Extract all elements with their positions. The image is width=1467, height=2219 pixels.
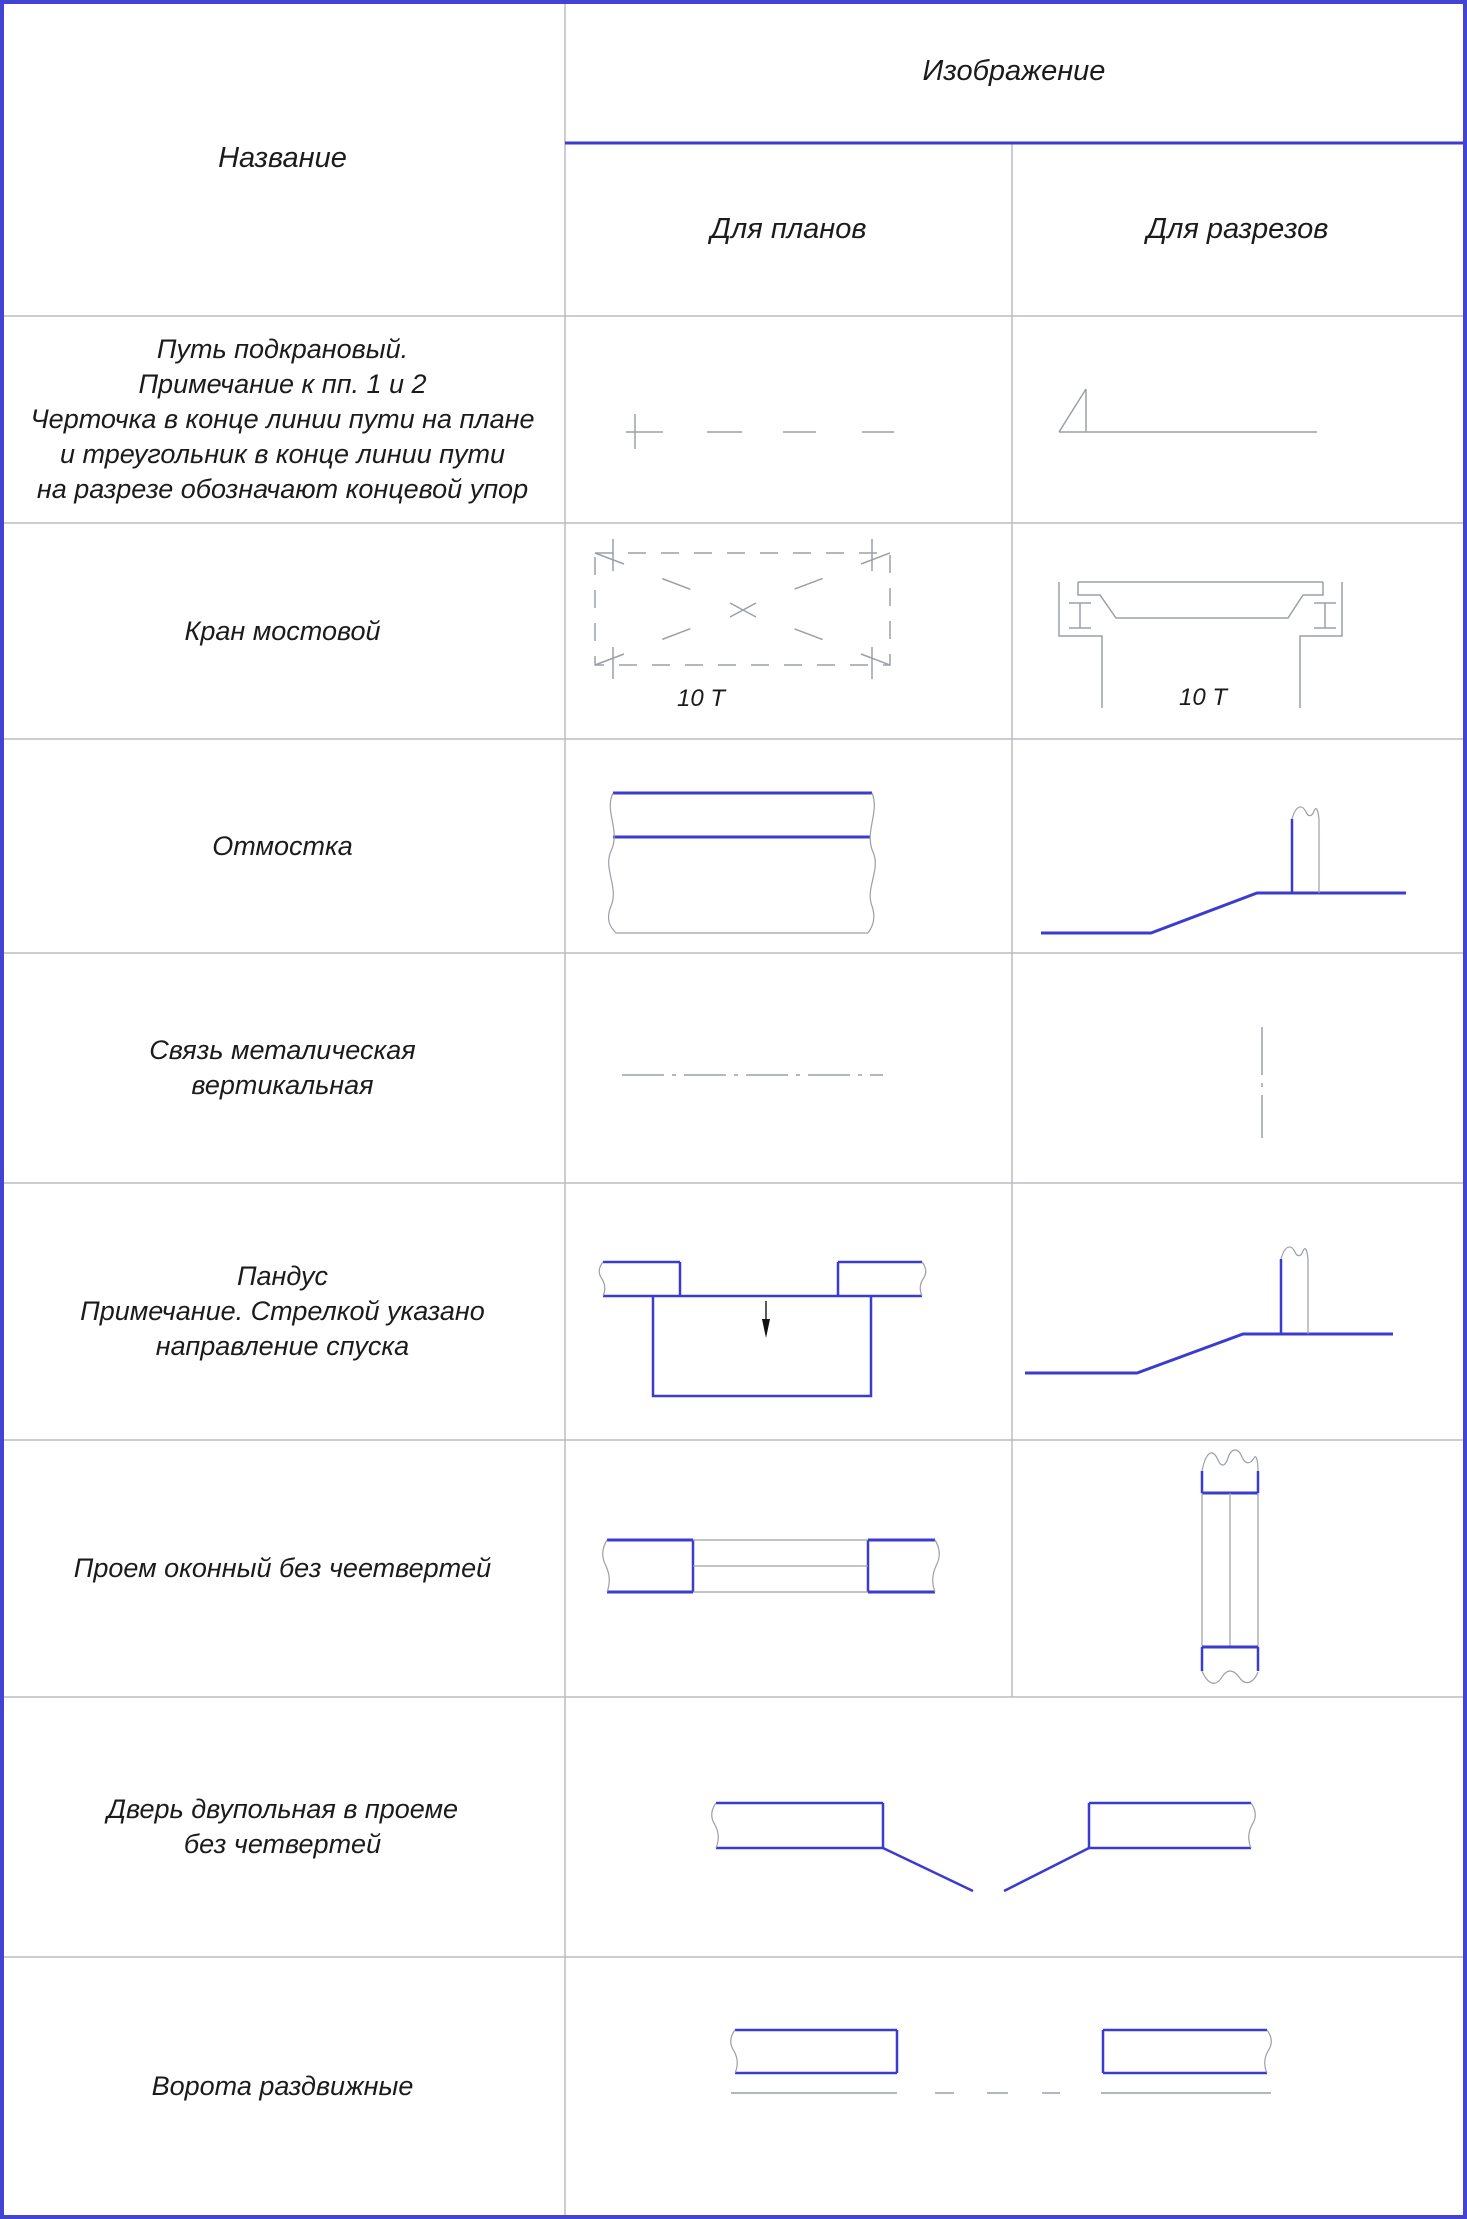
row-name-ramp xyxy=(0,1183,565,1440)
header-image-column xyxy=(565,0,1463,143)
crane-rail-section-drawing xyxy=(1059,389,1317,432)
name-line: и треугольник в конце линии пути xyxy=(60,439,505,469)
row-name-bridge-crane xyxy=(0,523,565,739)
name-line: вертикальная xyxy=(191,1070,374,1100)
row-name-window-opening xyxy=(0,1440,565,1697)
row-name-crane-rail xyxy=(0,316,565,523)
name-line: Кран мостовой xyxy=(184,615,381,646)
name-line: Примечание. Стрелкой указано xyxy=(80,1296,485,1326)
row-name-double-door xyxy=(0,1697,565,1957)
row-name-vertical-tie xyxy=(0,953,565,1183)
name-line: Черточка в конце линии пути на плане xyxy=(30,404,535,434)
header-plan-column xyxy=(565,143,1012,316)
name-line: Связь металическая xyxy=(149,1035,416,1065)
load-value: 10 Т xyxy=(1178,684,1228,711)
header-plan-label: Для планов xyxy=(710,213,867,245)
name-line: без четвертей xyxy=(183,1829,382,1859)
name-line: Примечание к пп. 1 и 2 xyxy=(138,369,427,399)
crane-section-load-label xyxy=(1153,683,1253,713)
header-section-column xyxy=(1012,143,1463,316)
header-name-label: Название xyxy=(218,141,347,174)
sliding-gate-drawing xyxy=(731,2030,1272,2093)
header-name-column xyxy=(0,0,565,316)
ramp-plan-drawing xyxy=(599,1262,926,1396)
name-line: Проем оконный без чеетвертей xyxy=(73,1553,492,1583)
name-line: Ворота раздвижные xyxy=(151,2070,414,2101)
crane-plan-load-label xyxy=(651,684,751,714)
blind-area-plan-drawing xyxy=(609,793,876,933)
window-opening-section-drawing xyxy=(1202,1450,1258,1683)
row-name-sliding-gate xyxy=(0,1957,565,2215)
header-section-label: Для разрезов xyxy=(1146,213,1329,245)
crane-rail-plan-drawing xyxy=(626,414,894,449)
bridge-crane-plan-drawing xyxy=(595,539,890,679)
double-door-drawing xyxy=(712,1803,1256,1891)
load-value: 10 Т xyxy=(676,685,726,712)
name-line: Путь подкрановый. xyxy=(156,334,409,364)
name-line: Дверь двупольная в проеме xyxy=(106,1794,459,1824)
header-image-label: Изображение xyxy=(922,55,1106,87)
blind-area-section-drawing xyxy=(1041,807,1406,933)
ramp-section-drawing xyxy=(1025,1247,1393,1373)
name-line: на разрезе обозначают концевой упор xyxy=(36,474,529,504)
name-line: Пандус xyxy=(236,1261,329,1291)
name-line: Отмостка xyxy=(212,830,353,861)
window-opening-plan-drawing xyxy=(603,1540,940,1592)
name-line: направление спуска xyxy=(155,1331,410,1361)
row-name-blind-area xyxy=(0,739,565,953)
